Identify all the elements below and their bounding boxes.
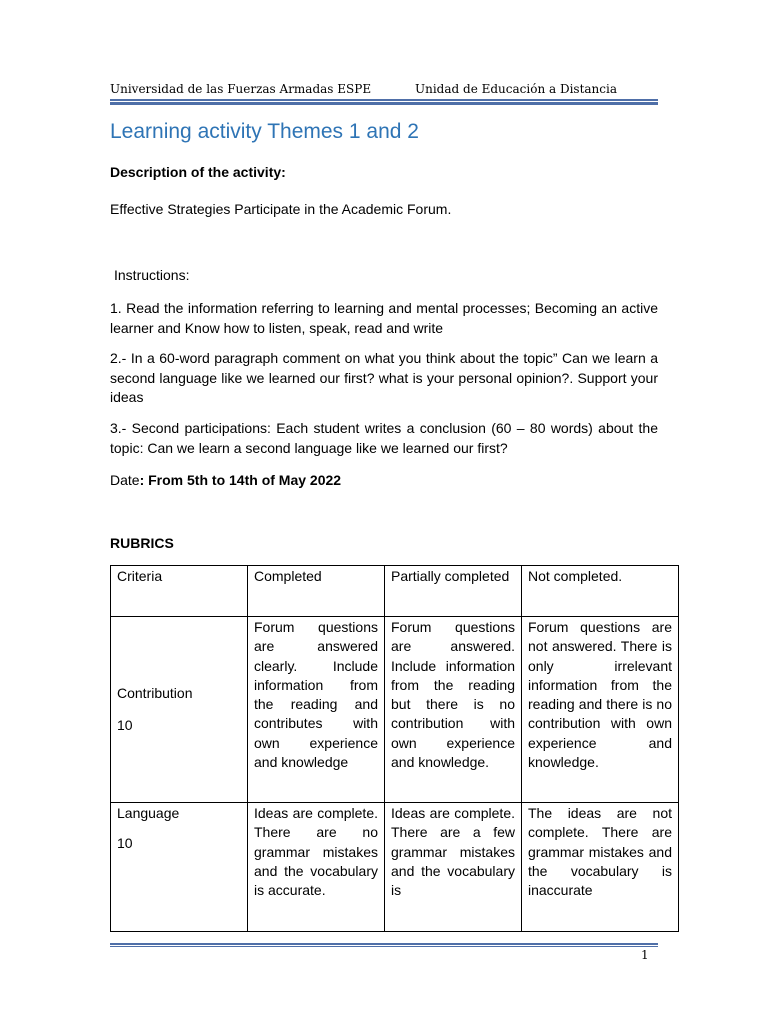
completed-cell: Ideas are complete. There are no grammar mistakes and the vocabulary is accurate. [248, 803, 385, 932]
instruction-3: 3.- Second participations: Each student writes a conclusion (60 – 80 words) about the topic: Can we learn a second language like we learned our first? [110, 420, 658, 456]
table-row [111, 617, 679, 803]
instruction-2: 2.- In a 60-word paragraph comment on what you think about the topic” Can we learn a second language like we learned our first? what is your personal opinion?. Support your ideas [110, 350, 658, 405]
header-unit: Unidad de Educación a Distancia [415, 82, 617, 96]
criterion-cell [111, 803, 248, 932]
not-completed-cell: The ideas are not complete. There are grammar mistakes and the vocabulary is inaccurate [522, 803, 679, 932]
table-row [111, 803, 679, 932]
page-number: 1 [641, 948, 649, 962]
criterion-points: 10 [117, 835, 133, 852]
header-rule-thick [110, 102, 658, 105]
criterion-name: Contribution [117, 684, 193, 701]
rubrics-label: RUBRICS [110, 535, 174, 551]
header-completed: Completed [248, 566, 385, 617]
header-rule-thin [110, 99, 658, 101]
header-criteria: Criteria [111, 566, 248, 617]
instruction-1: 1. Read the information referring to learning and mental processes; Becoming an active learner and Know how to listen, speak, read and write [110, 300, 658, 336]
footer-rule-thin [110, 946, 658, 947]
header-university: Universidad de las Fuerzas Armadas ESPE [110, 82, 372, 96]
table-header-row [111, 566, 679, 617]
date-value: : From 5th to 14th of May 2022 [139, 472, 342, 488]
date-line [110, 471, 658, 491]
header-partially-completed: Partially completed [385, 566, 522, 617]
completed-cell: Forum questions are answered clearly. Include information from the reading and contributes with own experience and knowledge [248, 617, 385, 803]
footer-rule-thick [110, 943, 658, 945]
description-label: Description of the activity: [110, 164, 286, 180]
not-completed-cell: Forum questions are not answered. There is only irrelevant information from the reading and there is no contribution with own experience and knowledge. [522, 617, 679, 803]
partial-cell: Ideas are complete. There are a few grammar mistakes and the vocabulary is [385, 803, 522, 932]
description-text: Effective Strategies Participate in the Academic Forum. [110, 201, 452, 217]
criterion-points: 10 [117, 717, 133, 733]
partial-cell: Forum questions are answered. Include information from the reading but there is no contribution with own experience and knowledge. [385, 617, 522, 803]
rubric-table [110, 565, 679, 932]
criterion-name: Language [117, 805, 180, 821]
header-not-completed: Not completed. [522, 566, 679, 617]
page-title: Learning activity Themes 1 and 2 [110, 120, 419, 143]
instructions-label: Instructions: [114, 267, 190, 283]
criterion-cell [111, 617, 248, 803]
date-label: Date [110, 472, 140, 488]
